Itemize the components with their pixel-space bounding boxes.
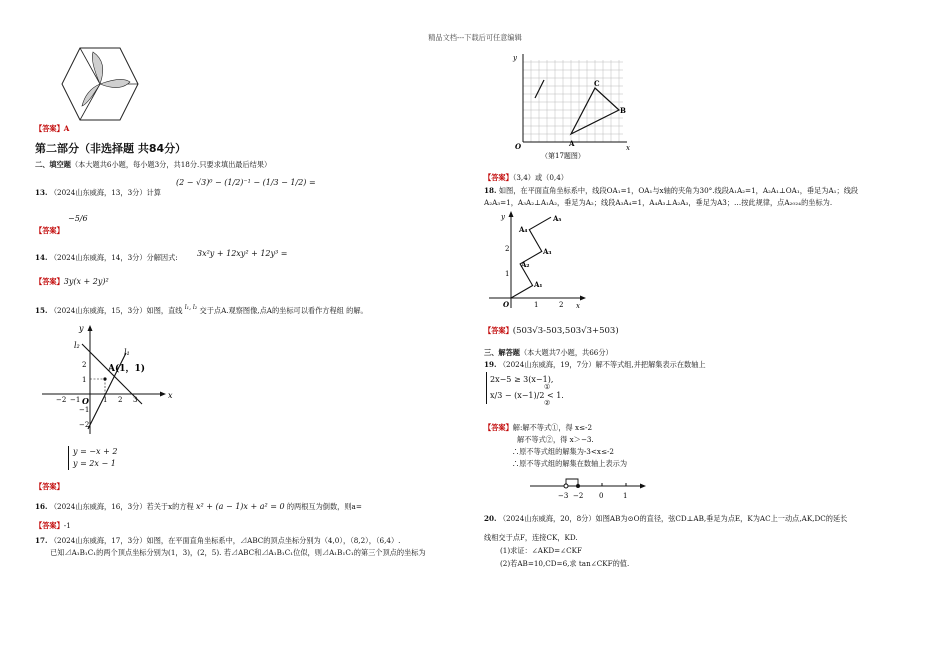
q18 bbox=[484, 186, 858, 196]
q18-origin-label: O bbox=[503, 300, 510, 309]
q18-num: 18. bbox=[484, 186, 497, 195]
fig17-c-label: C bbox=[594, 79, 600, 88]
q16-text: （2024山东威海，16，3分）若关于x的方程 bbox=[49, 502, 194, 511]
fig17-y-label: y bbox=[513, 54, 517, 62]
q19-answer-l1: 解:解不等式①，得 x≤-2 bbox=[512, 423, 593, 432]
q15-system-eq2: y = 2x − 1 bbox=[73, 459, 116, 468]
q13-text: （2024山东威海，13，3分）计算 bbox=[49, 188, 161, 197]
q19-answer bbox=[484, 423, 592, 433]
q14-num: 14. bbox=[35, 253, 48, 262]
q18-a1-label: A₁ bbox=[534, 280, 543, 289]
q18-graph bbox=[487, 210, 587, 312]
q18-a3-label: A₃ bbox=[543, 247, 552, 256]
q14-text: （2024山东威海，14，3分）分解因式: bbox=[49, 253, 178, 262]
numberline-tick: −3 bbox=[558, 492, 569, 500]
q17-answer-value: （3,4）或（0,4） bbox=[512, 173, 568, 182]
fill-heading bbox=[35, 160, 271, 170]
q18-polyline bbox=[511, 217, 551, 298]
q19-num: 19. bbox=[484, 360, 497, 369]
q18-answer-value: (503√3-503,503√3+503) bbox=[512, 326, 619, 336]
q17-line1: （2024山东威海，17，3分）如图，在平面直角坐标系中，⊿ABC的顶点坐标分别为（4,0），（8,2），（6,4）. bbox=[49, 536, 401, 545]
q18-answer-label: 【答案】 bbox=[484, 326, 513, 335]
q18-tick: 2 bbox=[505, 245, 510, 253]
q14-answer bbox=[35, 277, 109, 287]
q19-answer-l4: ∴原不等式组的解集在数轴上表示为 bbox=[512, 459, 628, 468]
q16-answer-value: -1 bbox=[63, 521, 71, 530]
q15-tick: −1 bbox=[70, 396, 81, 404]
fill-heading-text: （本大题共6小题，每小题3分，共18分.只要求填出最后结果） bbox=[70, 160, 272, 169]
q15-line-l2 bbox=[82, 344, 142, 404]
fig17-caption: （第17题图） bbox=[541, 152, 585, 160]
q19-answer-label: 【答案】 bbox=[484, 423, 513, 432]
q15-system bbox=[68, 446, 117, 470]
q16-answer-label: 【答案】 bbox=[35, 521, 64, 530]
q18-a4-label: A₄ bbox=[519, 225, 528, 234]
q18-tick: 1 bbox=[505, 270, 510, 278]
q15-text2: 交于点A.观察图像,点A的坐标可以看作方程组 bbox=[199, 306, 344, 315]
numberline-tick: −2 bbox=[573, 492, 584, 500]
q15-y-label: y bbox=[79, 324, 84, 333]
q14 bbox=[35, 253, 178, 263]
q15-system-eq1: y = −x + 2 bbox=[73, 447, 118, 456]
q13-num: 13. bbox=[35, 188, 48, 197]
q15-lines-mark: l₁, l₂ bbox=[184, 304, 198, 311]
q18-y-label: y bbox=[501, 213, 505, 221]
q18-a5-label: A₅ bbox=[553, 214, 562, 223]
q16-num: 16. bbox=[35, 502, 48, 511]
q16-text2: 的两根互为倒数，则a= bbox=[286, 502, 362, 511]
part2-title: 第二部分（非选择题 共84分） bbox=[35, 142, 187, 155]
q18-line1: 如图，在平面直角坐标系中，线段OA₁=1，OA₁与x轴的夹角为30°.线段A₁A₂=1，A₂A₁⊥OA₁，垂足为A₁；线段 bbox=[498, 186, 859, 195]
q15-x-label: x bbox=[168, 391, 173, 400]
page-header: 精品文档---下载后可任意编辑 bbox=[428, 33, 522, 42]
q19-text: （2024山东威海，19，7分）解不等式组,并把解集表示在数轴上 bbox=[498, 360, 706, 369]
fig17-grid bbox=[505, 50, 635, 162]
q14-answer-value: 3y(x + 2y)² bbox=[63, 277, 109, 286]
q16-expression: x² + (a − 1)x + a² = 0 bbox=[196, 502, 285, 511]
q17-answer-label: 【答案】 bbox=[484, 173, 513, 182]
q15-l1-label: l₁ bbox=[124, 348, 130, 357]
q19-answer-l2: 解不等式②，得 x＞−3. bbox=[517, 435, 594, 444]
q19-ineq2: x/3 − (x−1)/2 < 1. bbox=[490, 391, 564, 400]
fig17-origin-label: O bbox=[515, 142, 522, 151]
q18-x-label: x bbox=[576, 302, 580, 310]
q14-answer-label: 【答案】 bbox=[35, 277, 64, 286]
q17-num: 17. bbox=[35, 536, 48, 545]
q16-answer bbox=[35, 521, 71, 531]
q17 bbox=[35, 536, 400, 546]
q19-number-line bbox=[528, 472, 648, 502]
fig17-segment bbox=[535, 80, 544, 98]
q15-num: 15. bbox=[35, 306, 48, 315]
numberline-tick: 0 bbox=[599, 492, 604, 500]
q15-tick: 1 bbox=[82, 376, 87, 384]
q20-part2: (2)若AB=10,CD=6,求 tan∠CKF的值. bbox=[500, 559, 630, 568]
q19 bbox=[484, 360, 706, 370]
q13 bbox=[35, 188, 161, 198]
answer-value: A bbox=[63, 124, 70, 133]
solve-heading-label: 三、解答题 bbox=[484, 348, 520, 357]
q15-tick: 2 bbox=[82, 361, 87, 369]
fill-heading-label: 二、填空题 bbox=[35, 160, 71, 169]
q15-origin-label: O bbox=[82, 396, 89, 406]
q20-line2: 线相交于点F，连接CK，KD. bbox=[484, 533, 578, 542]
q19-mark1: ① bbox=[544, 382, 551, 391]
q20 bbox=[484, 514, 847, 524]
q19-answer-l3: ∴原不等式组的解集为-3<x≤-2 bbox=[512, 447, 614, 456]
q15-text: （2024山东威海，15，3分）如图，直线 bbox=[49, 306, 183, 315]
q17-line2: 已知⊿A₁B₁C₁的两个顶点坐标分别为(1，3)，(2，5). 若⊿ABC和⊿A₁B₁C₁位似，则⊿A₁B₁C₁的第三个顶点的坐标为 bbox=[50, 548, 426, 557]
q15-tick: −2 bbox=[79, 421, 90, 429]
q18-line2: A₂A₃=1，A₃A₂⊥A₁A₂，垂足为A₂；线段A₃A₄=1，A₄A₃⊥A₂A₃，垂足为A3；…按此规律，点A₂₀₂₄的坐标为. bbox=[484, 198, 833, 207]
q15-tick: 3 bbox=[133, 396, 138, 404]
q15-tick: 2 bbox=[118, 396, 123, 404]
q20-num: 20. bbox=[484, 514, 497, 523]
q15-graph bbox=[36, 322, 176, 440]
fig17-b-label: B bbox=[620, 106, 626, 115]
solve-heading-text: （本大题共7小题，共66分） bbox=[519, 348, 613, 357]
q14-expression: 3x²y + 12xy² + 12y³ = bbox=[197, 249, 288, 258]
q15-text3: 的解。 bbox=[346, 306, 368, 315]
q18-a2-label: A₂ bbox=[521, 260, 530, 269]
q18-answer bbox=[484, 326, 619, 336]
q15-l2-label: l₂ bbox=[74, 341, 80, 350]
q19-system bbox=[486, 372, 564, 404]
q13-answer-label: 【答案】 bbox=[35, 226, 64, 235]
q13-expression: (2 − √3)⁰ − (1/2)⁻¹ − (1/3 − 1/2) = bbox=[176, 178, 316, 187]
fig17-a-label: A bbox=[569, 139, 575, 148]
q13-answer-value: −5/6 bbox=[68, 214, 88, 223]
q20-line1: （2024山东威海，20，8分）如图AB为⊙O的直径，弦CD⊥AB,垂足为点E，K为AC上一动点,AK,DC的延长 bbox=[498, 514, 848, 523]
answer-label: 【答案】 bbox=[35, 124, 64, 133]
hexagon-petal-figure bbox=[60, 46, 140, 122]
q15-point-label: A(1，1) bbox=[108, 364, 146, 374]
q18-tick: 1 bbox=[534, 301, 539, 309]
q18-tick: 2 bbox=[559, 301, 564, 309]
q20-part1: (1)求证：∠AKD=∠CKF bbox=[500, 546, 582, 555]
q19-ineq1: 2x−5 ≥ 3(x−1), bbox=[490, 375, 554, 384]
numberline-tick: 1 bbox=[623, 492, 628, 500]
q15-tick: −2 bbox=[56, 396, 67, 404]
q17-answer bbox=[484, 173, 568, 183]
q15 bbox=[35, 303, 368, 316]
q15-tick: 1 bbox=[103, 396, 108, 404]
q15-answer-label: 【答案】 bbox=[35, 482, 64, 491]
fig17-x-label: x bbox=[626, 144, 630, 152]
q19-mark2: ② bbox=[544, 398, 551, 407]
q15-tick: −1 bbox=[79, 406, 90, 414]
solve-heading bbox=[484, 348, 613, 358]
q16 bbox=[35, 502, 362, 512]
answer-prev bbox=[35, 124, 69, 134]
